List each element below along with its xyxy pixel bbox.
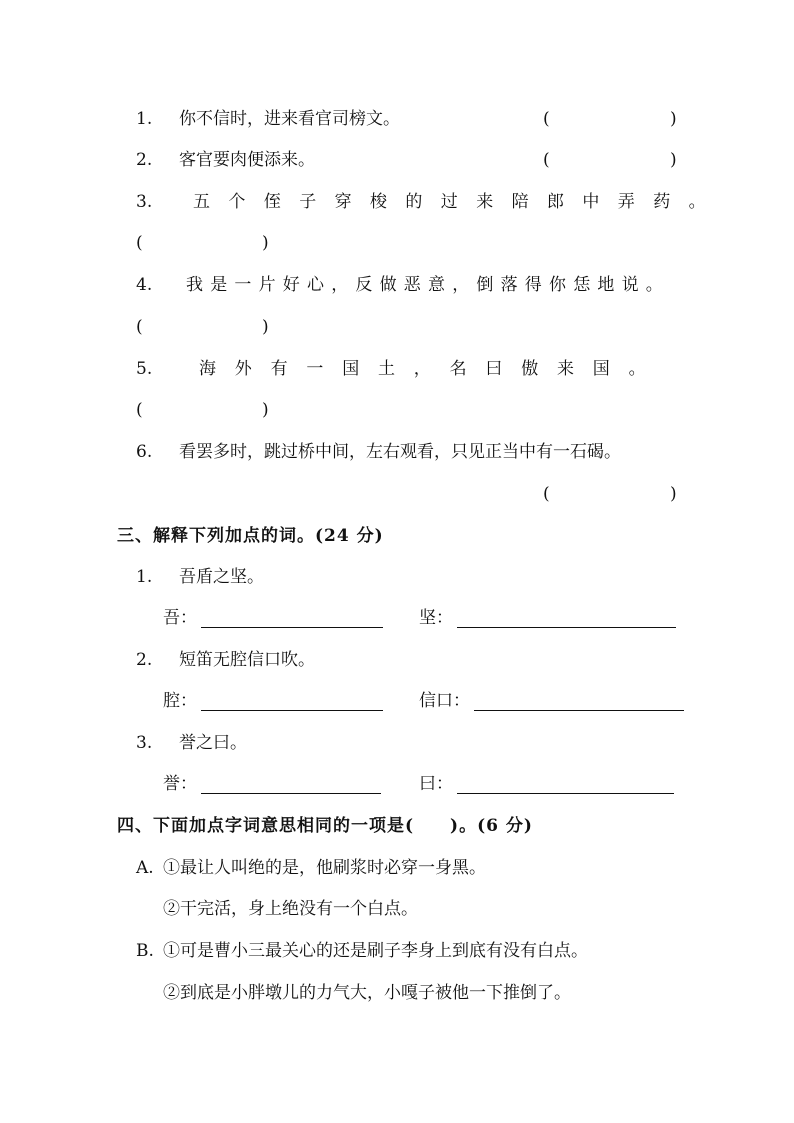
item-text: 看罢多时，跳过桥中间，左右观看，只见正当中有一石碣。: [179, 442, 621, 462]
item-number: 6.: [136, 442, 153, 462]
item-number: 3.: [136, 733, 153, 753]
answer-paren-open: (: [543, 484, 550, 504]
answer-label: 信口：: [419, 691, 470, 711]
answer-paren-close: ): [670, 109, 677, 129]
section-3-heading: 三、解释下列加点的词。(24 分): [117, 526, 384, 546]
answer-label: 吾：: [163, 608, 197, 628]
answer-paren-open: (: [543, 150, 550, 170]
item-text: 短笛无腔信口吹。: [179, 650, 315, 670]
item-number: 2.: [136, 150, 153, 170]
option-text: ②干完活，身上绝没有一个白点。: [163, 899, 418, 919]
answer-blank[interactable]: [201, 793, 381, 794]
option-text: ①可是曹小三最关心的还是刷子李身上到底有没有白点。: [163, 941, 588, 961]
answer-paren-close: ): [670, 484, 677, 504]
item-number: 2.: [136, 650, 153, 670]
item-number: 5.: [136, 359, 153, 379]
option-letter: B.: [136, 941, 154, 961]
answer-paren-open: (: [136, 317, 143, 337]
item-text: 誉之曰。: [179, 733, 247, 753]
answer-blank[interactable]: [474, 710, 684, 711]
answer-paren-close: ): [262, 400, 269, 420]
item-text: 你不信时，进来看官司榜文。: [179, 109, 400, 129]
item-number: 4.: [136, 275, 153, 295]
section-4-heading: 四、下面加点字词意思相同的一项是( )。(6 分): [117, 816, 533, 836]
answer-blank[interactable]: [201, 710, 383, 711]
answer-label: 坚：: [419, 608, 453, 628]
answer-blank[interactable]: [457, 627, 676, 628]
item-text: 吾盾之坚。: [179, 567, 264, 587]
answer-blank[interactable]: [201, 627, 383, 628]
item-text: 我是一片好心，反做恶意，倒落得你恁地说。: [186, 275, 670, 295]
answer-label: 誉：: [163, 774, 197, 794]
option-text: ①最让人叫绝的是，他刷浆时必穿一身黑。: [163, 858, 486, 878]
item-number: 1.: [136, 567, 153, 587]
item-text: 海外有一国土，名曰傲来国。: [199, 359, 665, 379]
answer-paren-open: (: [136, 400, 143, 420]
option-text: ②到底是小胖墩儿的力气大，小嘎子被他一下推倒了。: [163, 983, 571, 1003]
item-number: 1.: [136, 109, 153, 129]
answer-blank[interactable]: [457, 793, 674, 794]
answer-label: 曰：: [419, 774, 453, 794]
answer-paren-open: (: [136, 233, 143, 253]
item-text: 五个侄子穿梭的过来陪郎中弄药。: [193, 192, 724, 212]
answer-paren-close: ): [670, 150, 677, 170]
answer-label: 腔：: [163, 691, 197, 711]
item-text: 客官要肉便添来。: [179, 150, 315, 170]
item-number: 3.: [136, 192, 153, 212]
answer-paren-close: ): [262, 233, 269, 253]
option-letter: A.: [136, 858, 154, 878]
answer-paren-open: (: [543, 109, 550, 129]
answer-paren-close: ): [262, 317, 269, 337]
